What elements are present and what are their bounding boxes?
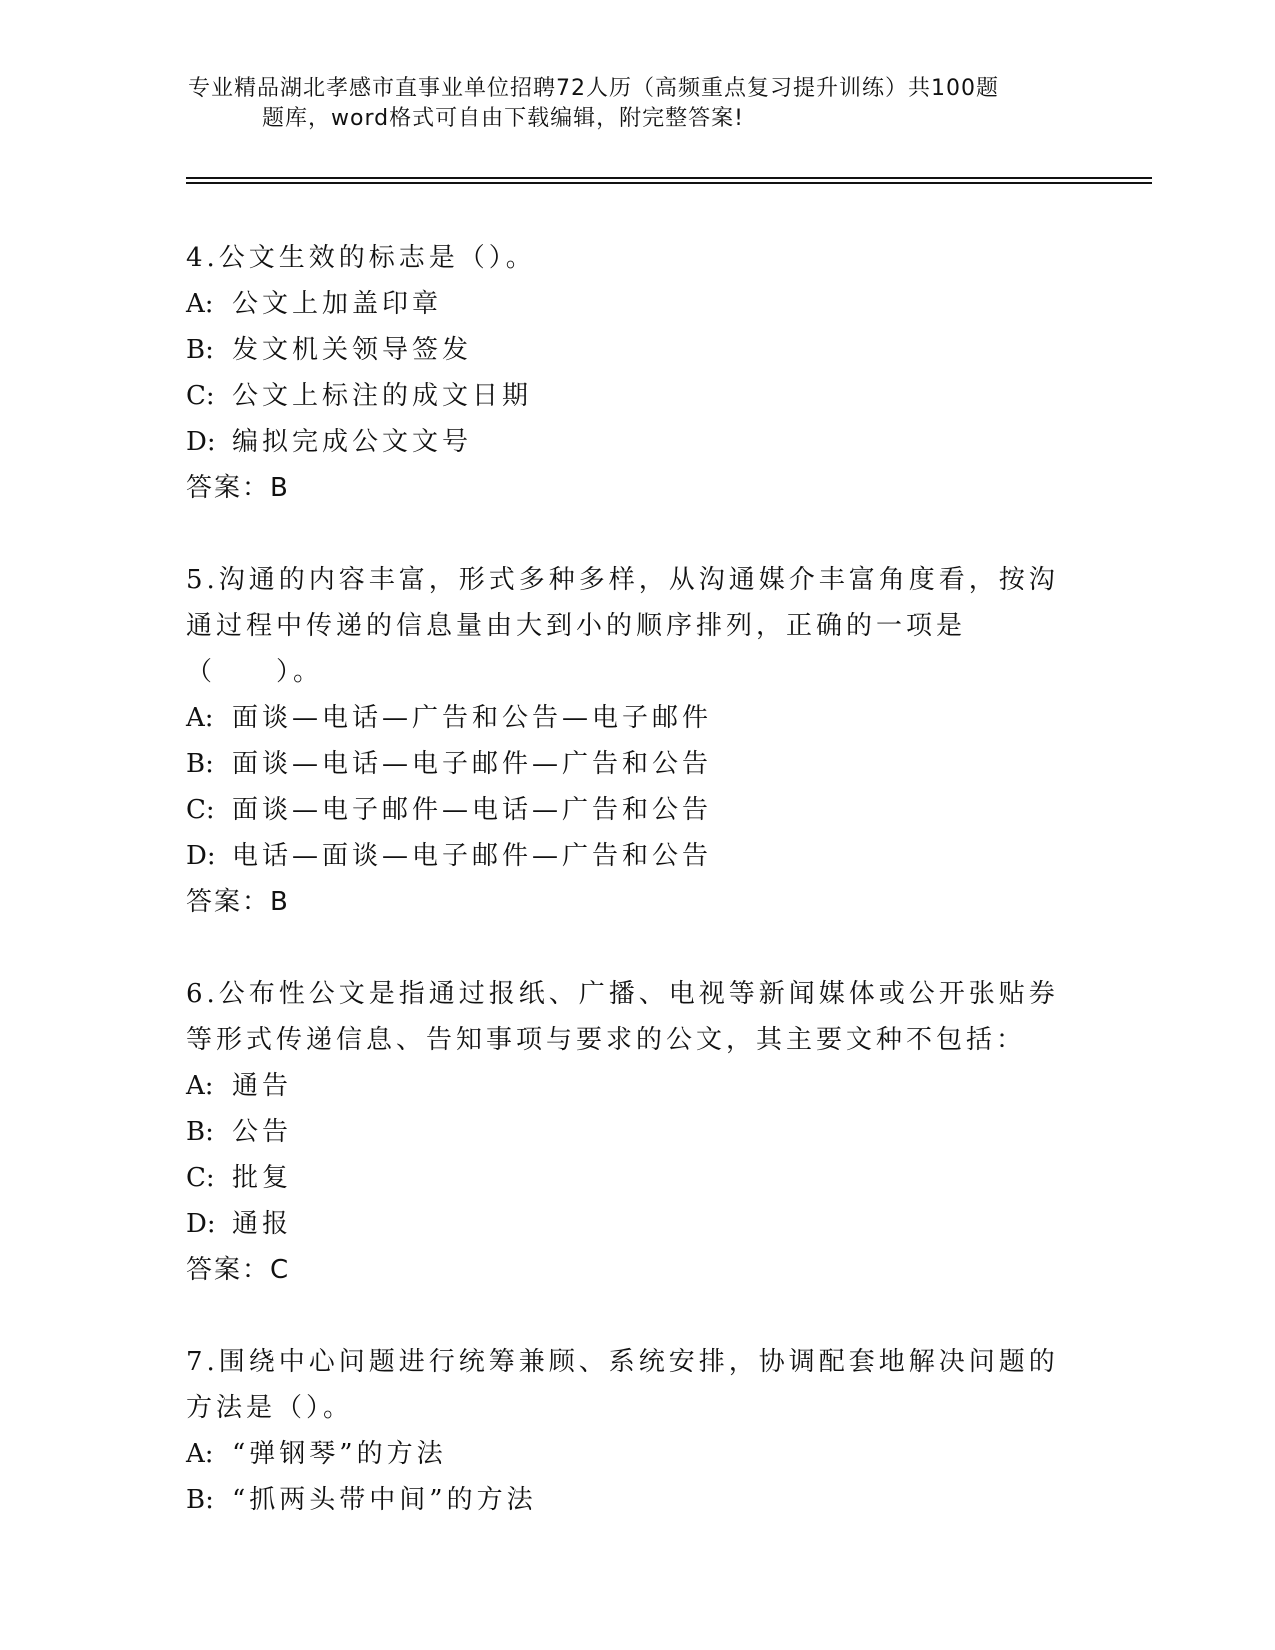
option-label: C:	[186, 1163, 215, 1193]
option-label: C:	[186, 795, 215, 825]
option-text: “抓两头带中间”的方法	[232, 1485, 537, 1515]
option-text: 通报	[232, 1209, 293, 1239]
answer-line: 答案：B	[186, 473, 290, 503]
question-stem: 6.公布性公文是指通过报纸、广播、电视等新闻媒体或公开张贴券等形式传递信息、告知事项与要求的公文，其主要文种不包括：	[186, 979, 1059, 1055]
option-label: B:	[186, 1117, 214, 1147]
option-label: A:	[186, 1439, 214, 1469]
option-text: 公文上加盖印章	[232, 289, 443, 319]
answer-line: 答案：C	[186, 1255, 291, 1285]
option-text: 公告	[232, 1117, 293, 1147]
option-d	[186, 1201, 1066, 1247]
header-title-line-1: 专业精品湖北孝感市直事业单位招聘72人历（高频重点复习提升训练）共100题	[188, 76, 999, 101]
option-b	[186, 327, 1066, 373]
question-5	[186, 557, 1066, 925]
option-label: B:	[186, 749, 214, 779]
option-label: D:	[186, 427, 216, 457]
option-b	[186, 1109, 1066, 1155]
option-a	[186, 1063, 1066, 1109]
option-text: 面谈—电子邮件—电话—广告和公告	[232, 795, 713, 825]
question-4	[186, 235, 1066, 511]
option-c	[186, 1155, 1066, 1201]
option-text: 发文机关领导签发	[232, 335, 473, 365]
option-label: A:	[186, 703, 214, 733]
option-label: A:	[186, 289, 214, 319]
question-6	[186, 971, 1066, 1293]
option-b	[186, 741, 1066, 787]
question-stem: 5.沟通的内容丰富，形式多种多样，从沟通媒介丰富角度看，按沟通过程中传递的信息量由大到小的顺序排列，正确的一项是（ ）。	[186, 565, 1059, 687]
header-rule-top	[186, 177, 1152, 179]
answer-line: 答案：B	[186, 887, 290, 917]
option-text: 公文上标注的成文日期	[232, 381, 533, 411]
option-a	[186, 281, 1066, 327]
option-a	[186, 1431, 1066, 1477]
option-text: 通告	[232, 1071, 293, 1101]
option-text: 面谈—电话—广告和公告—电子邮件	[232, 703, 713, 733]
option-label: B:	[186, 1485, 214, 1515]
option-d	[186, 419, 1066, 465]
question-7	[186, 1339, 1066, 1523]
option-label: A:	[186, 1071, 214, 1101]
option-text: “弹钢琴”的方法	[232, 1439, 447, 1469]
header-rule-bottom	[186, 182, 1152, 184]
header-title-line-2: 题库，word格式可自由下载编辑，附完整答案!	[262, 106, 744, 131]
option-label: D:	[186, 1209, 216, 1239]
option-text: 编拟完成公文文号	[232, 427, 473, 457]
option-d	[186, 833, 1066, 879]
option-c	[186, 373, 1066, 419]
option-c	[186, 787, 1066, 833]
option-text: 电话—面谈—电子邮件—广告和公告	[232, 841, 713, 871]
option-label: C:	[186, 381, 215, 411]
option-label: D:	[186, 841, 216, 871]
document-header	[188, 74, 1088, 134]
question-stem: 7.围绕中心问题进行统筹兼顾、系统安排，协调配套地解决问题的方法是（）。	[186, 1347, 1059, 1423]
question-list	[186, 235, 1066, 1569]
option-a	[186, 695, 1066, 741]
option-b	[186, 1477, 1066, 1523]
question-stem: 4.公文生效的标志是（）。	[186, 243, 536, 273]
option-text: 批复	[232, 1163, 293, 1193]
option-label: B:	[186, 335, 214, 365]
option-text: 面谈—电话—电子邮件—广告和公告	[232, 749, 713, 779]
